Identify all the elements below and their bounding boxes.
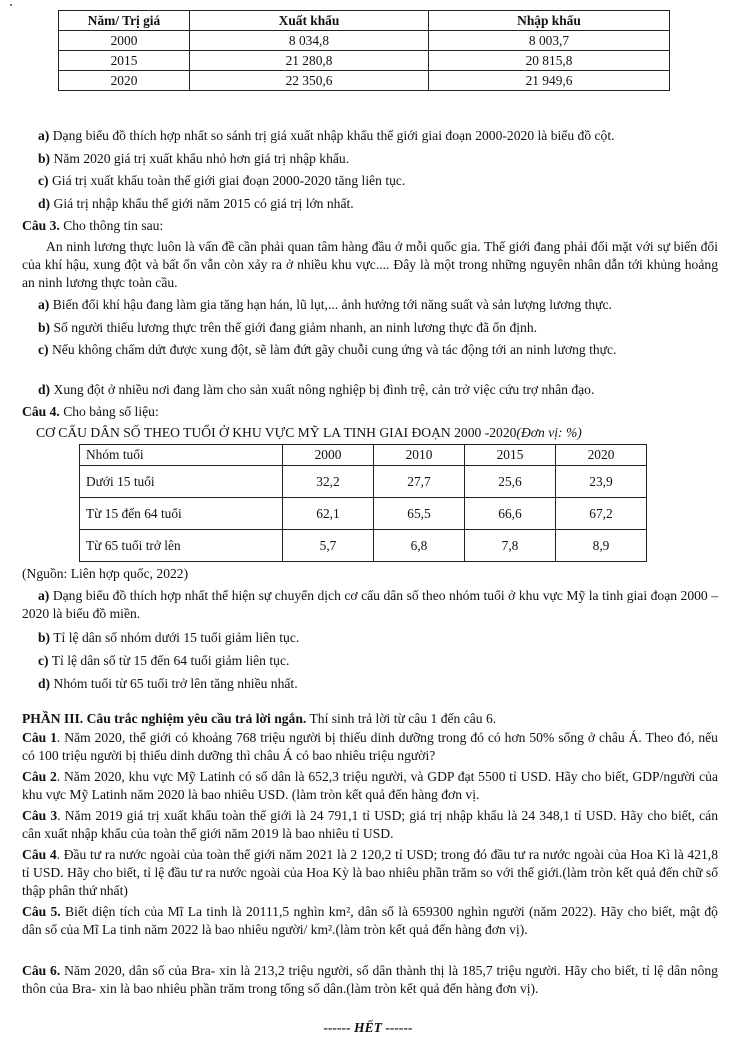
short-question-1 xyxy=(22,729,718,765)
option-label: b) xyxy=(38,151,51,166)
option-label: c) xyxy=(38,653,49,668)
table-cell: 5,7 xyxy=(283,530,374,562)
question-label: Câu 6. xyxy=(22,963,61,978)
question-text: Biết diện tích của Mĩ La tinh là 20111,5 nghìn km², dân số là 659300 nghìn người (năm 2022). Hãy cho biết, mật độ dân số của Mĩ La tinh năm 2022 là bao nhiêu người/ km².(làm tròn kết quả đến hàng đơn vị). xyxy=(22,904,718,937)
option-label: b) xyxy=(38,630,51,645)
q2-option-b xyxy=(38,150,718,168)
question-intro: Cho bảng số liệu: xyxy=(63,404,159,419)
question-label: Câu 2 xyxy=(22,769,57,784)
q2-option-a xyxy=(38,127,718,145)
table-row xyxy=(80,498,647,530)
table-title: CƠ CẤU DÂN SỐ THEO TUỔI Ở KHU VỰC MỸ LA TINH GIAI ĐOẠN 2000 -2020 xyxy=(36,425,517,440)
table-cell: 21 280,8 xyxy=(190,51,429,71)
table-row xyxy=(59,71,670,91)
question-label: Câu 3 xyxy=(22,808,58,823)
option-text: Dạng biểu đồ thích hợp nhất so sánh trị giá xuất nhập khẩu thế giới giai đoạn 2000-2020 là biểu đồ cột. xyxy=(52,128,615,143)
q4-option-b xyxy=(38,629,718,647)
table-header-cell: 2010 xyxy=(374,445,465,466)
table-cell: 25,6 xyxy=(465,466,556,498)
table-header-row xyxy=(80,445,647,466)
table-cell: 62,1 xyxy=(283,498,374,530)
option-text: Xung đột ở nhiều nơi đang làm cho sản xuất nông nghiệp bị đình trệ, cản trở việc cứu trợ nhân đạo. xyxy=(53,382,595,397)
option-text: Giá trị xuất khẩu toàn thế giới giai đoạn 2000-2020 tăng liên tục. xyxy=(51,173,406,188)
table-header-cell: 2000 xyxy=(283,445,374,466)
table-cell: 20 815,8 xyxy=(429,51,670,71)
q4-option-c xyxy=(38,652,718,670)
question-text: . Năm 2019 giá trị xuất khẩu toàn thế giới là 24 791,1 tỉ USD; giá trị nhập khẩu là 24 348,1 tỉ USD. Hãy cho biết, cán cân xuất nhập khẩu của toàn thế giới năm 2019 là bao nhiêu tỉ USD. xyxy=(22,808,718,841)
option-text: Nhóm tuổi từ 65 tuổi trở lên tăng nhiều nhất. xyxy=(53,676,298,691)
q4-source: (Nguồn: Liên hợp quốc, 2022) xyxy=(22,566,189,581)
table-cell: 67,2 xyxy=(556,498,647,530)
q4-option-d xyxy=(38,675,718,693)
table-cell: Từ 65 tuổi trở lên xyxy=(80,530,283,562)
question-label: Câu 1 xyxy=(22,730,57,745)
q4-heading xyxy=(22,403,718,421)
table-cell: 23,9 xyxy=(556,466,647,498)
option-label: d) xyxy=(38,196,51,211)
table-cell: 32,2 xyxy=(283,466,374,498)
section-title: PHẦN III. Câu trắc nghiệm yêu cầu trả lời ngắn. xyxy=(22,711,307,726)
table-row xyxy=(80,466,647,498)
table-cell: Từ 15 đến 64 tuổi xyxy=(80,498,283,530)
table-cell: 22 350,6 xyxy=(190,71,429,91)
end-marker: ------ HẾT ------ xyxy=(323,1020,413,1035)
table-unit: (Đơn vị: %) xyxy=(516,425,582,440)
q2-option-c xyxy=(38,172,718,190)
option-label: a) xyxy=(38,588,50,603)
table-cell: 8 003,7 xyxy=(429,31,670,51)
table-cell: 7,8 xyxy=(465,530,556,562)
table-cell: 66,6 xyxy=(465,498,556,530)
part3-heading xyxy=(22,710,718,728)
q4-option-a xyxy=(22,587,718,623)
option-label: c) xyxy=(38,342,49,357)
short-question-2 xyxy=(22,768,718,804)
table-cell: 27,7 xyxy=(374,466,465,498)
table-header-cell: Nhập khẩu xyxy=(429,11,670,31)
q3-option-d xyxy=(38,381,718,399)
q3-option-c xyxy=(22,341,718,359)
scan-dot xyxy=(10,4,12,6)
option-label: d) xyxy=(38,382,51,397)
question-intro: Cho thông tin sau: xyxy=(63,218,164,233)
q3-heading xyxy=(22,217,718,235)
q2-option-d xyxy=(38,195,718,213)
option-label: a) xyxy=(38,297,50,312)
table-header-row xyxy=(59,11,670,31)
table-cell: 2000 xyxy=(59,31,190,51)
table-row xyxy=(59,51,670,71)
question-label: Câu 4 xyxy=(22,847,57,862)
short-question-3 xyxy=(22,807,718,843)
short-question-5 xyxy=(22,903,718,939)
question-text: . Năm 2020, khu vực Mỹ Latinh có số dân là 652,3 triệu người, và GDP đạt 5500 tỉ USD. Hãy cho biết, GDP/người của khu vực Mỹ Latinh năm 2020 là bao nhiêu USD. (làm tròn kết quả đến hàng đơn vị. xyxy=(22,769,718,802)
option-label: b) xyxy=(38,320,51,335)
option-text: Giá trị nhập khẩu thế giới năm 2015 có giá trị lớn nhất. xyxy=(53,196,354,211)
option-text: Số người thiếu lương thực trên thế giới đang giảm nhanh, an ninh lương thực đã ổn định. xyxy=(53,320,538,335)
option-text: Năm 2020 giá trị xuất khẩu nhỏ hơn giá trị nhập khẩu. xyxy=(53,151,350,166)
table-cell: 21 949,6 xyxy=(429,71,670,91)
question-text: . Năm 2020, thế giới có khoảng 768 triệu người bị thiếu dinh dưỡng trong đó có hơn 50% sống ở châu Á. Theo đó, nếu có 100 triệu người bị thiếu dinh dưỡng thì châu Á có bao nhiêu triệu người? xyxy=(22,730,718,763)
question-label: Câu 3. xyxy=(22,218,60,233)
table-cell: 2015 xyxy=(59,51,190,71)
table-header-cell: Năm/ Trị giá xyxy=(59,11,190,31)
q4-table-title xyxy=(36,424,582,442)
section-instruction: Thí sinh trả lời từ câu 1 đến câu 6. xyxy=(309,711,497,726)
option-text: Dạng biểu đồ thích hợp nhất thể hiện sự chuyển dịch cơ cấu dân số theo nhóm tuổi ở khu vực Mỹ la tinh giai đoạn 2000 – 2020 là biểu đồ miền. xyxy=(22,588,718,621)
q3-option-a xyxy=(38,296,718,314)
option-text: Nếu không chấm dứt được xung đột, sẽ làm đứt gãy chuỗi cung ứng và tác động tới an ninh lương thực. xyxy=(51,342,617,357)
q3-option-b xyxy=(38,319,718,337)
question-text: Năm 2020, dân số của Bra- xin là 213,2 triệu người, số dân thành thị là 185,7 triệu người. Hãy cho biết, tỉ lệ dân nông thôn của Bra- xin là bao nhiêu phần trăm trong tổng số dân.(làm tròn kết quả đến hàng đơn vị). xyxy=(22,963,718,996)
table-cell: Dưới 15 tuổi xyxy=(80,466,283,498)
table-header-cell: 2020 xyxy=(556,445,647,466)
short-question-4 xyxy=(22,846,718,900)
population-structure-table xyxy=(79,444,647,562)
option-text: Tỉ lệ dân số nhóm dưới 15 tuổi giảm liên tục. xyxy=(53,630,300,645)
option-text: Biến đổi khí hậu đang làm gia tăng hạn hán, lũ lụt,... ảnh hưởng tới năng suất và sản lượng lương thực. xyxy=(52,297,612,312)
option-label: c) xyxy=(38,173,49,188)
table-row xyxy=(80,530,647,562)
table-cell: 65,5 xyxy=(374,498,465,530)
table-cell: 8 034,8 xyxy=(190,31,429,51)
short-question-6 xyxy=(22,962,718,998)
q3-passage: An ninh lương thực luôn là vấn đề cần phải quan tâm hàng đầu ở mỗi quốc gia. Thế giới đang phải đối mặt với sự biến đổi của khí hậu, xung đột và bất ổn vẫn còn xảy ra ở nhiều khu vực.... Đây là một trong những nguyên nhân dẫn tới khủng hoảng an ninh lương thực toàn cầu. xyxy=(22,239,718,290)
question-label: Câu 5. xyxy=(22,904,61,919)
option-label: d) xyxy=(38,676,51,691)
option-label: a) xyxy=(38,128,50,143)
trade-table xyxy=(58,10,670,91)
option-text: Tỉ lệ dân số từ 15 đến 64 tuổi giảm liên tục. xyxy=(51,653,290,668)
table-cell: 8,9 xyxy=(556,530,647,562)
question-text: . Đầu tư ra nước ngoài của toàn thế giới năm 2021 là 2 120,2 tỉ USD; trong đó đầu tư ra nước ngoài của Hoa Kì là 421,8 tỉ USD. Hãy cho biết, tỉ lệ đầu tư ra nước ngoài của Hoa Kỳ là bao nhiêu phần trăm so với thế giới.(làm tròn kết quả đến chữ số thập phân thứ nhất) xyxy=(22,847,718,898)
table-cell: 6,8 xyxy=(374,530,465,562)
table-header-cell: Xuất khẩu xyxy=(190,11,429,31)
table-cell: 2020 xyxy=(59,71,190,91)
table-row xyxy=(59,31,670,51)
table-header-cell: 2015 xyxy=(465,445,556,466)
table-header-cell: Nhóm tuổi xyxy=(80,445,283,466)
question-label: Câu 4. xyxy=(22,404,60,419)
